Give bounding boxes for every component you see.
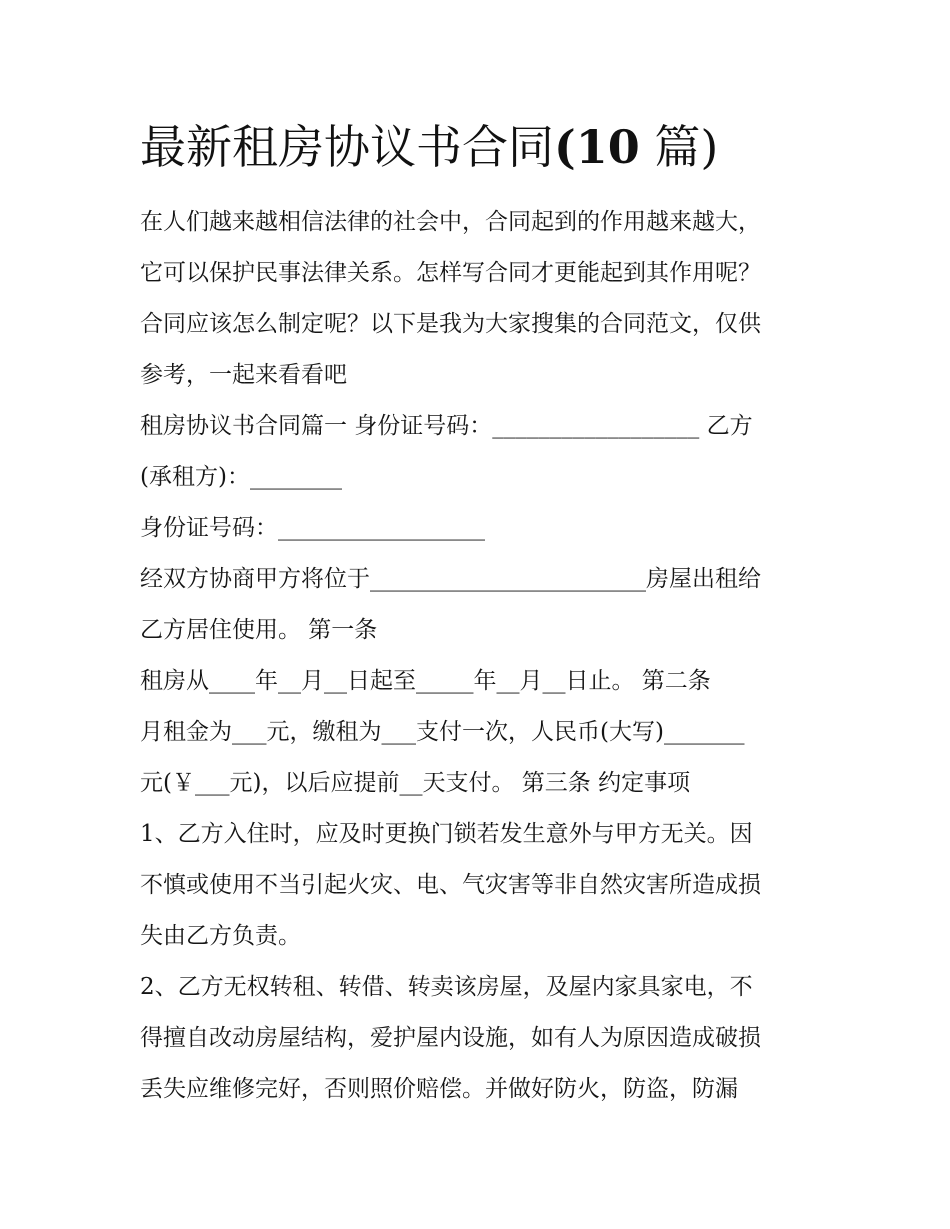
body-line: 1、乙方入住时，应及时更换门锁若发生意外与甲方无关。因 <box>140 821 753 847</box>
body-line: 合同应该怎么制定呢？以下是我为大家搜集的合同范文，仅供 <box>140 311 761 337</box>
body-line: 不慎或使用不当引起火灾、电、气灾害等非自然灾害所造成损 <box>140 872 761 898</box>
body-line: 租房从____年__月__日起至_____年__月__日止。 第二条 <box>140 668 711 694</box>
body-line: 租房协议书合同篇一 身份证号码：__________________ 乙方 <box>140 413 753 439</box>
title-text: 最新租房协议书合同 <box>140 120 554 174</box>
title-suffix: 篇) <box>639 120 719 174</box>
body-line: 丢失应维修完好，否则照价赔偿。并做好防火，防盗，防漏 <box>140 1076 738 1102</box>
body-line: 得擅自改动房屋结构，爱护屋内设施，如有人为原因造成破损 <box>140 1025 761 1051</box>
body-line: 2、乙方无权转租、转借、转卖该房屋，及屋内家具家电，不 <box>140 974 753 1000</box>
document-body <box>140 197 820 1115</box>
body-line: (承租方)：________ <box>140 464 342 490</box>
body-line: 失由乙方负责。 <box>140 923 301 949</box>
body-line: 它可以保护民事法律关系。怎样写合同才更能起到其作用呢？ <box>140 260 761 286</box>
body-line: 经双方协商甲方将位于________________________房屋出租给 <box>140 566 761 592</box>
body-line: 乙方居住使用。 第一条 <box>140 617 378 643</box>
body-line: 参考，一起来看看吧 <box>140 362 347 388</box>
body-line: 月租金为___元，缴租为___支付一次，人民币(大写)_______ <box>140 719 745 745</box>
body-line: 在人们越来越相信法律的社会中，合同起到的作用越来越大， <box>140 209 761 235</box>
body-line: 元(￥___元)，以后应提前__天支付。 第三条 约定事项 <box>140 770 691 796</box>
document-title <box>140 112 718 182</box>
body-line: 身份证号码：__________________ <box>140 515 485 541</box>
title-count: (10 <box>554 120 640 174</box>
